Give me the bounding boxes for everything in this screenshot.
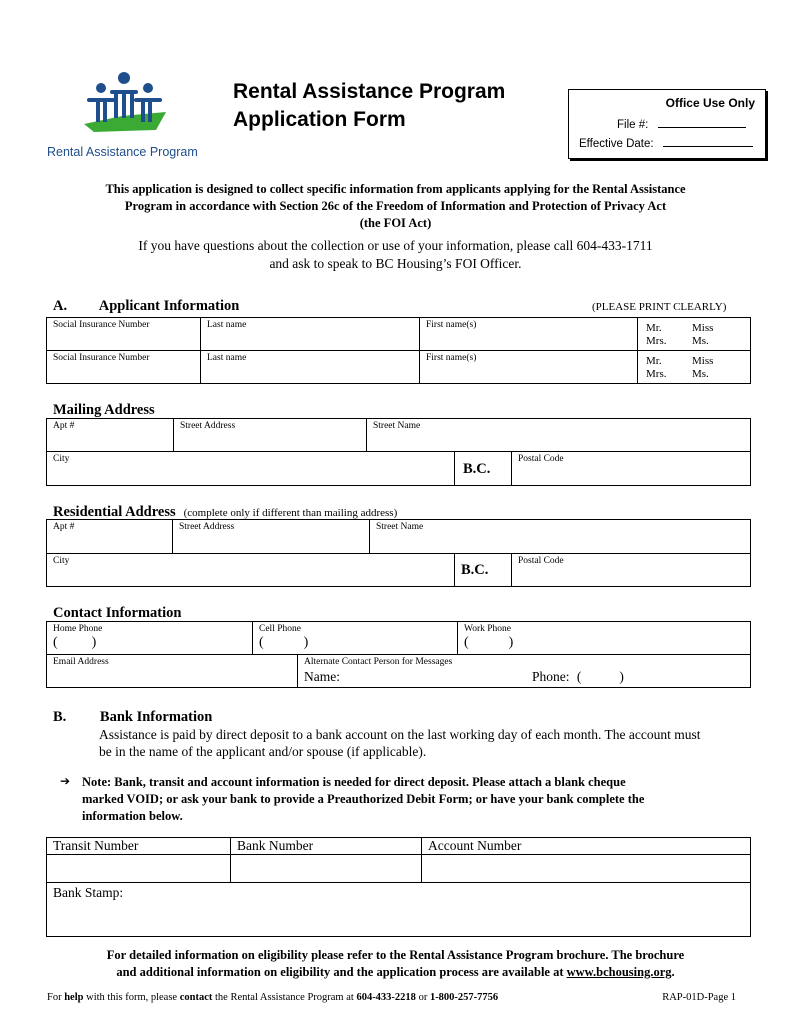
apt-label: Apt # [53, 522, 75, 532]
residential-apt-field[interactable] [47, 520, 173, 554]
transit-number-label: Transit Number [53, 838, 139, 853]
footer-contact: contact [179, 992, 213, 1003]
eligibility-period: . [671, 965, 675, 979]
footer-phone-1: 604-433-2218 [356, 992, 416, 1003]
first-name-field-1[interactable] [420, 318, 638, 351]
section-b-title: Bank Information [99, 709, 213, 725]
paren-close: ) [303, 635, 309, 650]
cell-phone-parens [259, 636, 451, 650]
eligibility-note [0, 947, 791, 981]
sin-label: Social Insurance Number [53, 353, 150, 363]
bank-number-field[interactable] [231, 855, 422, 883]
footer-for: For [47, 992, 62, 1003]
title-ms[interactable]: Ms. [692, 368, 709, 380]
home-phone-label: Home Phone [53, 624, 103, 634]
transit-number-field[interactable] [47, 855, 231, 883]
email-field[interactable] [47, 655, 298, 688]
paren-open: ( [576, 669, 582, 684]
section-b-letter: B. [53, 709, 67, 725]
bank-paragraph [99, 726, 700, 760]
mailing-table-row-2 [46, 451, 751, 486]
title-options-1[interactable] [638, 318, 751, 351]
intro-bold-line-3: (the FOI Act) [359, 216, 432, 230]
logo [44, 68, 214, 160]
title-mrs[interactable]: Mrs. [646, 335, 667, 347]
residential-street-address-field[interactable] [173, 520, 370, 554]
paren-open: ( [464, 635, 469, 650]
alternate-contact-label: Alternate Contact Person for Messages [304, 657, 453, 667]
street-name-label: Street Name [376, 522, 424, 532]
effective-date-label: Effective Date: [579, 138, 654, 150]
cell-phone-label: Cell Phone [259, 624, 301, 634]
street-name-label: Street Name [373, 421, 421, 431]
province-bc: B.C. [463, 460, 491, 477]
section-a-title: Applicant Information [98, 298, 240, 314]
last-name-field-1[interactable] [201, 318, 420, 351]
residential-title: Residential Address [53, 504, 176, 520]
residential-table-row-2 [46, 553, 751, 587]
title-mr[interactable]: Mr. [646, 355, 662, 367]
cell-phone-field[interactable] [253, 622, 458, 655]
title-ms[interactable]: Ms. [692, 335, 709, 347]
last-name-label: Last name [207, 353, 247, 363]
print-clearly-note: (PLEASE PRINT CLEARLY) [592, 301, 727, 313]
bank-note-line-2: marked VOID; or ask your bank to provide a Preauthorized Debit Form; or have your bank complete the [82, 792, 645, 806]
page-number: RAP-01D-Page 1 [662, 992, 736, 1003]
alternate-name-label: Name: [304, 669, 340, 684]
mailing-street-address-field[interactable] [174, 419, 367, 452]
account-number-label: Account Number [428, 838, 522, 853]
file-number-label: File #: [617, 119, 649, 131]
contact-table-row-2 [46, 654, 751, 688]
title-mrs[interactable]: Mrs. [646, 368, 667, 380]
intro-bold-line-1: This application is designed to collect specific information from applicants applying for the Rental Assistance [105, 182, 686, 196]
residential-table-row-1 [46, 519, 751, 554]
intro-text [0, 237, 791, 273]
mailing-city-field[interactable] [47, 452, 455, 486]
first-name-field-2[interactable] [420, 351, 638, 384]
eligibility-line-2 [0, 964, 791, 981]
footer-or: or [418, 992, 428, 1003]
bank-number-header [231, 838, 422, 855]
province-bc: B.C. [461, 562, 489, 578]
arrow-right-icon: ➔ [60, 774, 71, 788]
work-phone-field[interactable] [458, 622, 751, 655]
paren-close: ) [91, 635, 97, 650]
city-label: City [53, 556, 70, 566]
postal-code-label: Postal Code [518, 454, 564, 464]
first-name-label: First name(s) [426, 320, 477, 330]
account-number-field[interactable] [422, 855, 751, 883]
effective-date-row [579, 138, 753, 150]
bank-note [82, 774, 644, 825]
postal-code-label: Postal Code [518, 556, 564, 566]
bank-para-line-1: Assistance is paid by direct deposit to a bank account on the last working day of each month. The account must [99, 727, 701, 742]
first-name-label: First name(s) [426, 353, 477, 363]
title-options-2[interactable] [638, 351, 751, 384]
footer-help: help [64, 992, 84, 1003]
home-phone-parens [53, 636, 246, 650]
transit-number-header [47, 838, 231, 855]
residential-city-field[interactable] [47, 554, 455, 587]
bank-para-line-2: be in the name of the applicant and/or spouse (if applicable). [99, 744, 427, 759]
footer-program: the Rental Assistance Program at [215, 992, 354, 1003]
bank-stamp-field[interactable] [47, 883, 751, 937]
mailing-province [455, 452, 512, 486]
mailing-apt-field[interactable] [47, 419, 174, 452]
title-miss[interactable]: Miss [692, 322, 714, 334]
apt-label: Apt # [53, 421, 75, 431]
residential-note: (complete only if different than mailing address) [183, 507, 398, 519]
sin-field-1[interactable] [47, 318, 201, 351]
effective-date-field[interactable] [663, 146, 753, 147]
last-name-label: Last name [207, 320, 247, 330]
contact-info-heading: Contact Information [53, 605, 182, 621]
form-title [233, 78, 505, 134]
mailing-address-heading: Mailing Address [53, 402, 155, 418]
title-line-2: Application Form [233, 108, 406, 131]
title-line-1: Rental Assistance Program [233, 80, 506, 103]
office-use-title: Office Use Only [665, 96, 755, 110]
residential-province [455, 554, 512, 587]
eligibility-line-2-text: and additional information on eligibility and the application process are available at [116, 965, 564, 979]
street-address-label: Street Address [179, 522, 235, 532]
sin-label: Social Insurance Number [53, 320, 150, 330]
section-a-letter: A. [53, 298, 68, 314]
residential-postal-code-field[interactable] [512, 554, 751, 587]
bank-note-line-3: information below. [82, 809, 183, 823]
street-address-label: Street Address [180, 421, 236, 431]
footer-with: with this form, please [86, 992, 178, 1003]
account-number-header [422, 838, 751, 855]
file-number-row [617, 119, 746, 131]
paren-open: ( [259, 635, 264, 650]
city-label: City [53, 454, 70, 464]
intro-line-2: and ask to speak to BC Housing’s FOI Officer. [269, 256, 522, 271]
paren-open: ( [53, 635, 58, 650]
file-number-field[interactable] [658, 127, 746, 128]
bchousing-link[interactable]: www.bchousing.org [566, 965, 672, 979]
alternate-phone-label: Phone: [532, 669, 570, 684]
intro-bold-line-2: Program in accordance with Section 26c of the Freedom of Information and Protection of Privacy Act [124, 199, 667, 213]
office-use-box [568, 89, 766, 159]
bank-note-line-1: Note: Bank, transit and account information is needed for direct deposit. Please attach a blank cheque [82, 775, 626, 789]
sin-field-2[interactable] [47, 351, 201, 384]
logo-text: Rental Assistance Program [47, 145, 198, 159]
applicant-table [46, 317, 751, 384]
paren-close: ) [508, 635, 514, 650]
intro-bold [0, 181, 791, 232]
work-phone-label: Work Phone [464, 624, 511, 634]
footer-phone-2: 1-800-257-7756 [429, 992, 499, 1003]
paren-close: ) [619, 669, 624, 684]
title-mr[interactable]: Mr. [646, 322, 662, 334]
bank-stamp-label: Bank Stamp: [53, 885, 124, 900]
alternate-contact-field[interactable] [298, 655, 751, 688]
logo-graphic [44, 68, 214, 138]
contact-table-row-1 [46, 621, 751, 655]
bank-table [46, 837, 751, 937]
work-phone-parens [464, 636, 744, 650]
bank-number-label: Bank Number [237, 838, 314, 853]
intro-line-1: If you have questions about the collection or use of your information, please call 604-433-1711 [138, 238, 653, 253]
section-a-heading [53, 298, 239, 315]
mailing-table-row-1 [46, 418, 751, 452]
home-phone-field[interactable] [47, 622, 253, 655]
mailing-street-name-field[interactable] [367, 419, 751, 452]
email-label: Email Address [53, 657, 109, 667]
title-miss[interactable]: Miss [692, 355, 714, 367]
mailing-postal-code-field[interactable] [512, 452, 751, 486]
alternate-phone [532, 669, 624, 685]
residential-street-name-field[interactable] [370, 520, 751, 554]
eligibility-line-1: For detailed information on eligibility please refer to the Rental Assistance Program brochure. The brochure [106, 948, 685, 962]
section-b-heading [53, 709, 212, 726]
page-footer [47, 992, 498, 1003]
last-name-field-2[interactable] [201, 351, 420, 384]
